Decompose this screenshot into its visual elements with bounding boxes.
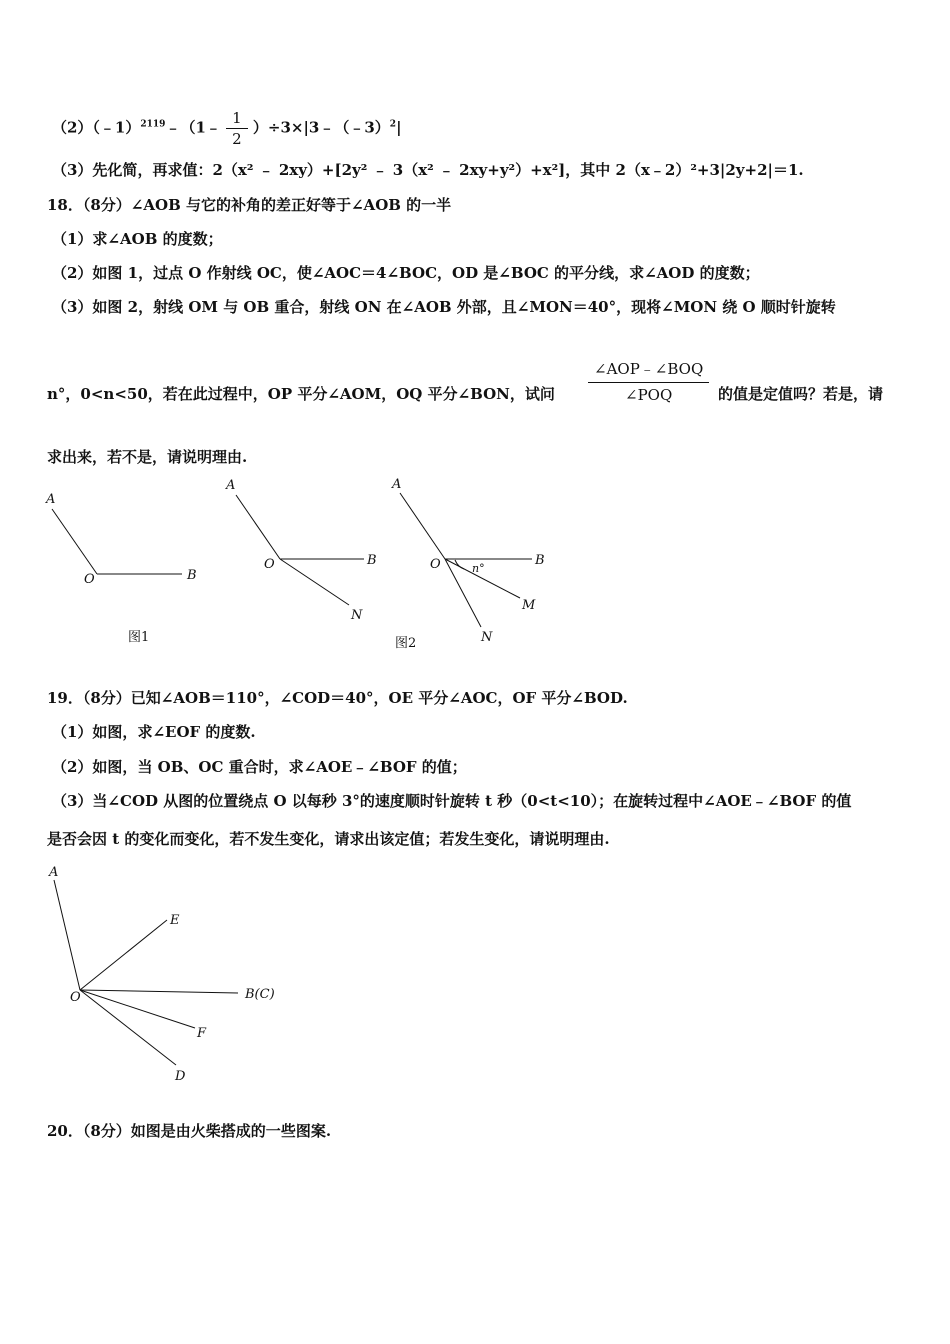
label-b: B <box>535 553 545 568</box>
q17-p2-end: | <box>396 118 402 137</box>
figure-2 <box>391 477 545 651</box>
q18-p5: 求出来，若不是，请说明理由. <box>47 448 248 466</box>
label-a: A <box>392 477 402 492</box>
figure-middle <box>225 478 377 623</box>
q18-part3-cont <box>47 384 555 404</box>
q17-part3: （3）先化简，再求值：2（x² ﹣ 2xy）+[2y² ﹣ 3（x² ﹣ 2xy+y²）+x²]，其中 2（x﹣2）²+3|2y+2|＝1. <box>52 161 804 179</box>
q17-p2-fraction <box>226 108 248 149</box>
angle-label: n° <box>472 562 485 575</box>
label-o: O <box>430 557 441 572</box>
label-n: N <box>351 608 363 623</box>
q18-part1: （1）求∠AOB 的度数； <box>52 230 223 248</box>
label-n: N <box>481 630 493 645</box>
figure-1 <box>45 492 197 645</box>
q18-part3: （3）如图 2，射线 OM 与 OB 重合，射线 ON 在∠AOB 外部，且∠MON＝40°，现将∠MON 绕 O 顺时针旋转 <box>52 298 836 316</box>
label-e: E <box>170 913 180 928</box>
q18-figures <box>40 475 560 660</box>
q17-p2-mid: ﹣（1﹣ <box>165 118 221 137</box>
label-b: B <box>367 553 377 568</box>
q17-p2-post: ）÷3×|3﹣（﹣3） <box>252 118 390 137</box>
label-d: D <box>175 1069 186 1084</box>
q17-p2-exp1: 2119 <box>140 119 166 130</box>
q19-stem: 19．（8分）已知∠AOB＝110°，∠COD＝40°，OE 平分∠AOC，OF 平分∠BOD. <box>47 689 628 707</box>
label-bc: B(C) <box>245 987 275 1002</box>
label-a: A <box>226 478 236 493</box>
q19-part3: （3）当∠COD 从图的位置绕点 O 以每秒 3°的速度顺时针旋转 t 秒（0<t<10）；在旋转过程中∠AOE﹣∠BOF 的值 <box>52 792 852 810</box>
caption-fig1: 图1 <box>128 630 150 645</box>
caption-fig2: 图2 <box>395 636 417 651</box>
label-o: O <box>264 557 275 572</box>
label-b: B <box>187 568 197 583</box>
label-m: M <box>522 598 536 613</box>
q17-part2 <box>52 108 402 149</box>
q18-part2: （2）如图 1，过点 O 作射线 OC，使∠AOC＝4∠BOC，OD 是∠BOC 的平分线，求∠AOD 的度数； <box>52 264 760 282</box>
label-a: A <box>46 492 56 507</box>
label-a: A <box>49 865 59 880</box>
label-o: O <box>70 990 81 1005</box>
fraction-numerator: 1 <box>232 109 242 127</box>
q18-stem: 18．（8分）∠AOB 与它的补角的差正好等于∠AOB 的一半 <box>47 196 452 214</box>
q20-stem: 20．（8分）如图是由火柴搭成的一些图案. <box>47 1122 332 1140</box>
label-o: O <box>84 572 95 587</box>
q18-fraction <box>588 358 709 404</box>
fraction-denominator: ∠POQ <box>588 382 709 404</box>
q19-figure <box>40 860 300 1090</box>
q19-part2: （2）如图，当 OB、OC 重合时，求∠AOE﹣∠BOF 的值； <box>52 758 467 776</box>
q18-p4a: n°，0<n<50，若在此过程中，OP 平分∠AOM，OQ 平分∠BON，试问 <box>47 385 555 403</box>
q19-part3-cont: 是否会因 t 的变化而变化，若不发生变化，请求出该定值；若发生变化，请说明理由. <box>47 830 610 848</box>
q19-part1: （1）如图，求∠EOF 的度数. <box>52 723 256 741</box>
q17-p2-exp2: 2 <box>389 119 397 130</box>
q17-p2-pre: （2）（﹣1） <box>52 118 141 137</box>
fraction-denominator: 2 <box>226 128 248 149</box>
label-f: F <box>197 1026 207 1041</box>
q18-p4b: 的值是定值吗？若是，请 <box>718 385 884 403</box>
fraction-numerator: ∠AOP﹣∠BOQ <box>594 360 704 378</box>
